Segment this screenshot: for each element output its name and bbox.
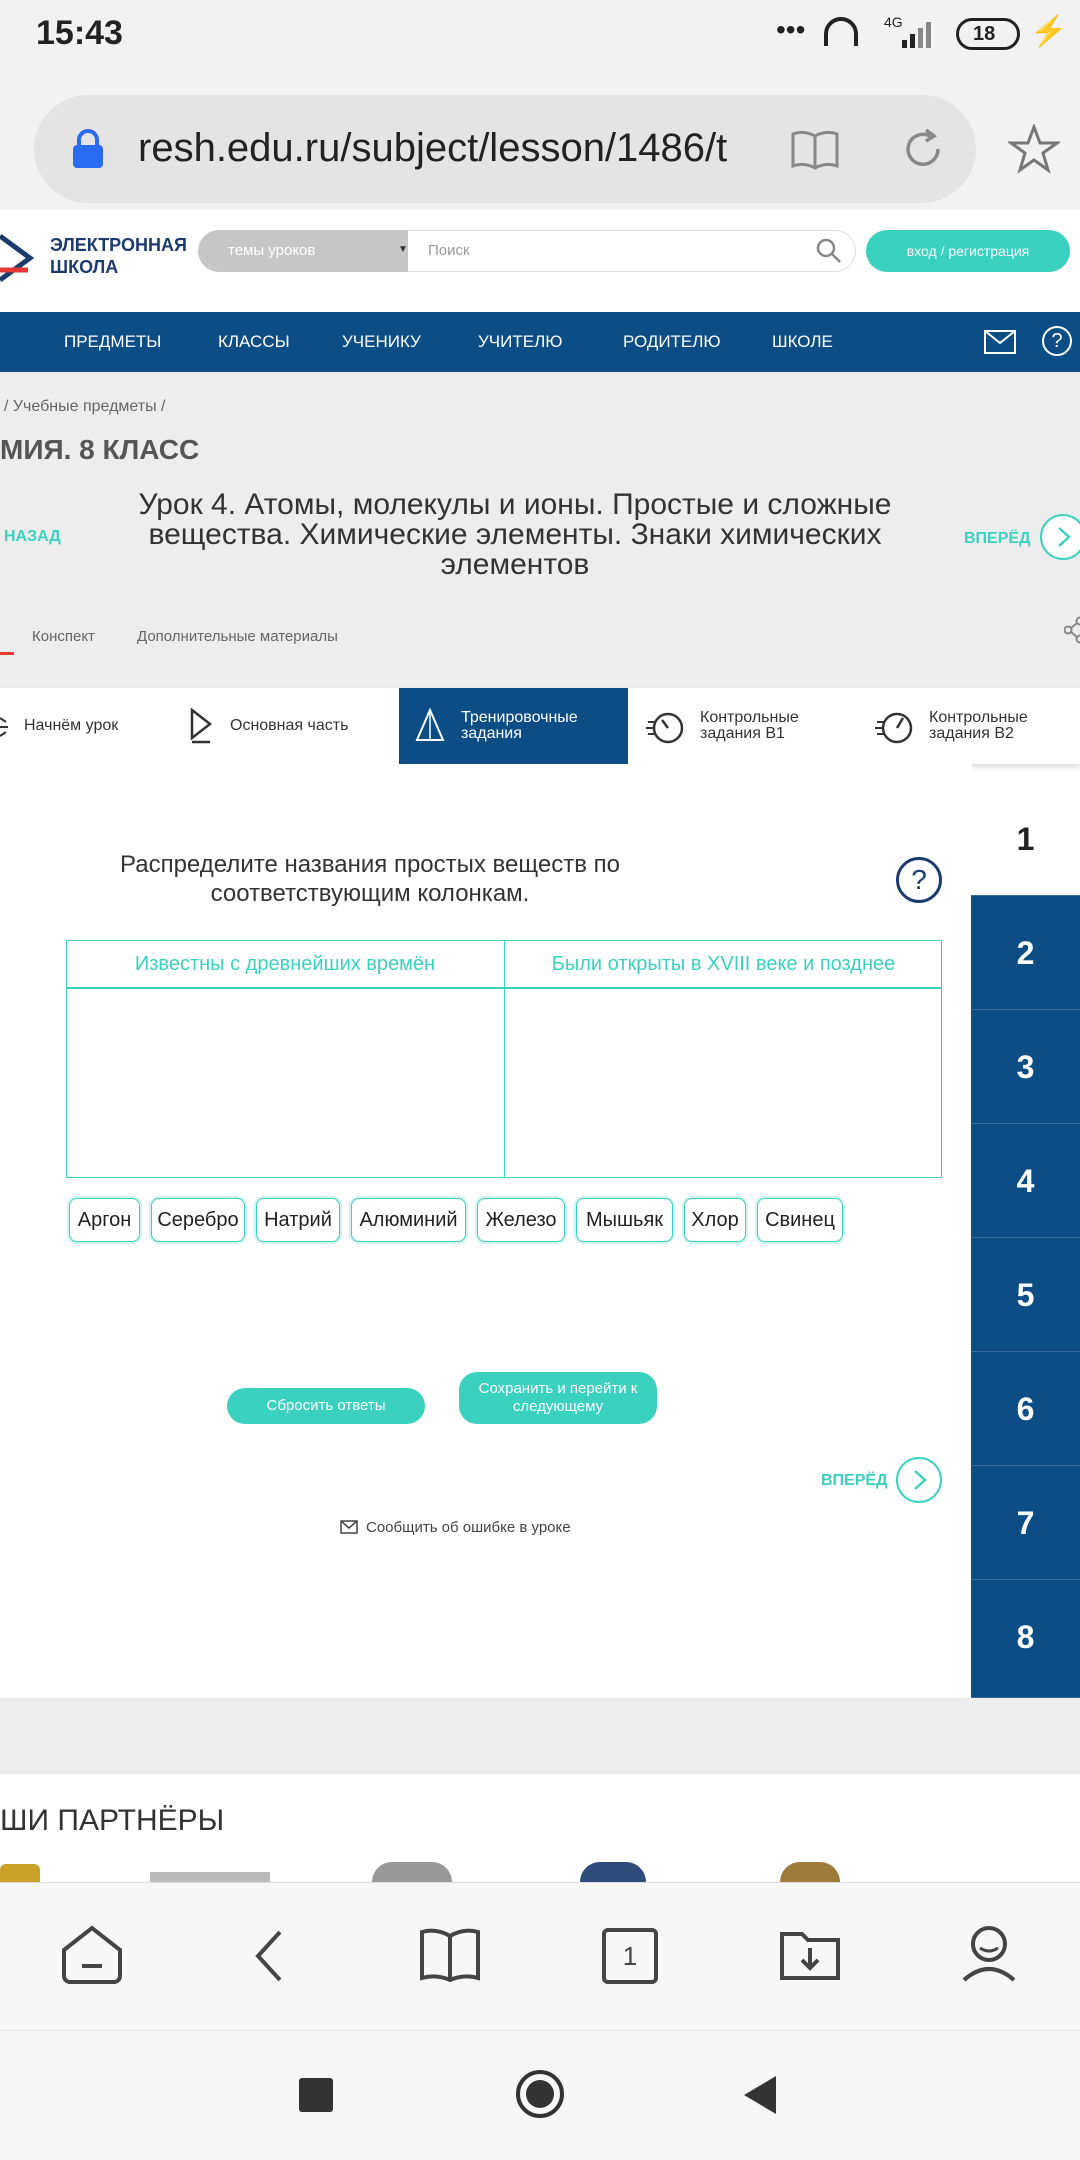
headphones-icon: [822, 16, 860, 52]
course-title: МИЯ. 8 КЛАСС: [0, 434, 200, 465]
more-dots-icon: •••: [776, 14, 806, 45]
bookmarks-icon[interactable]: [418, 1926, 482, 1984]
partner-logo[interactable]: [372, 1862, 452, 1882]
nav-student[interactable]: УЧЕНИКУ: [342, 332, 421, 351]
logo-line1: ЭЛЕКТРОННАЯ: [50, 235, 187, 255]
section-label: Контрольные задания В1: [700, 709, 799, 742]
partner-logo[interactable]: [0, 1864, 40, 1882]
partner-logo[interactable]: [580, 1862, 646, 1882]
answer-chip[interactable]: Серебро: [151, 1198, 245, 1242]
url-text[interactable]: resh.edu.ru/subject/lesson/1486/t: [138, 126, 728, 170]
breadcrumb[interactable]: / Учебные предметы /: [4, 398, 166, 415]
profile-icon[interactable]: [960, 1922, 1018, 1984]
topic-select[interactable]: темы уроков: [198, 230, 410, 272]
home-circle-icon[interactable]: [514, 2068, 566, 2120]
answer-chip[interactable]: Железо: [477, 1198, 565, 1242]
recents-icon[interactable]: [299, 2078, 333, 2112]
drop-zone-ancient[interactable]: [67, 990, 503, 1177]
drop-zone-modern[interactable]: [506, 990, 941, 1177]
question-number-3[interactable]: 3: [971, 1010, 1080, 1124]
forward-arrow-icon[interactable]: [1040, 514, 1080, 560]
tabs-count: 1: [622, 1941, 638, 1971]
tab-active-indicator: [0, 652, 14, 655]
save-next-button[interactable]: Сохранить и перейти к следующему: [459, 1372, 657, 1424]
help-icon[interactable]: ?: [896, 857, 942, 903]
nav-school[interactable]: ШКОЛЕ: [772, 332, 833, 351]
login-button[interactable]: вход / регистрация: [866, 230, 1070, 272]
question-number-5[interactable]: 5: [971, 1238, 1080, 1352]
section-label: Начнём урок: [24, 717, 119, 734]
nav-subjects[interactable]: ПРЕДМЕТЫ: [64, 332, 162, 351]
reader-mode-icon[interactable]: [790, 128, 840, 170]
downloads-icon[interactable]: [778, 1924, 842, 1984]
question-number-1[interactable]: 1: [971, 782, 1080, 896]
question-number-8[interactable]: 8: [971, 1580, 1080, 1698]
answer-chip[interactable]: Алюминий: [351, 1198, 466, 1242]
logo-mark[interactable]: [0, 228, 40, 288]
question-number-6[interactable]: 6: [971, 1352, 1080, 1466]
partner-logo[interactable]: [780, 1862, 840, 1882]
reload-icon[interactable]: [900, 126, 946, 172]
charging-icon: ⚡: [1030, 15, 1068, 48]
forward-arrow-icon[interactable]: [896, 1457, 942, 1503]
partners-title: ШИ ПАРТНЁРЫ: [0, 1804, 225, 1837]
answer-chip[interactable]: Натрий: [256, 1198, 340, 1242]
answer-chip[interactable]: Мышьяк: [576, 1198, 673, 1242]
signal-icon: [880, 20, 940, 50]
home-icon[interactable]: [60, 1924, 124, 1986]
partner-logo[interactable]: [150, 1872, 270, 1882]
search-icon[interactable]: [816, 238, 842, 264]
nav-parent[interactable]: РОДИТЕЛЮ: [623, 332, 721, 351]
timer-icon: [646, 706, 686, 746]
back-link[interactable]: НАЗАД: [4, 528, 61, 545]
bookmark-star-icon[interactable]: [1008, 124, 1060, 174]
task-instruction: Распределите названия простых веществ по соответствующим колонкам.: [120, 851, 620, 907]
section-tab-control-b2[interactable]: [857, 688, 1080, 764]
reset-button[interactable]: Сбросить ответы: [227, 1388, 425, 1424]
logo-text[interactable]: [50, 234, 200, 278]
question-number-7[interactable]: 7: [971, 1466, 1080, 1580]
question-number-4[interactable]: 4: [971, 1124, 1080, 1238]
lesson-title: Урок 4. Атомы, молекулы и ионы. Простые и сложные вещества. Химические элементы. Знаки химических элементов: [138, 488, 892, 581]
section-label: Основная часть: [230, 717, 349, 734]
section-separator: [0, 1698, 1080, 1774]
lock-icon: [70, 128, 106, 170]
status-time: 15:43: [36, 14, 123, 52]
mail-icon: [340, 1520, 358, 1534]
report-error-link[interactable]: Сообщить об ошибке в уроке: [366, 1519, 571, 1536]
section-tab-training[interactable]: [399, 688, 628, 764]
answer-chip[interactable]: Свинец: [757, 1198, 843, 1242]
nav-teacher[interactable]: УЧИТЕЛЮ: [478, 332, 563, 351]
back-triangle-icon[interactable]: [740, 2074, 780, 2116]
section-tab-control-b1[interactable]: [628, 688, 857, 764]
search-input[interactable]: Поиск: [408, 230, 856, 272]
help-nav-icon[interactable]: ?: [1042, 326, 1072, 356]
section-label: Контрольные задания В2: [929, 709, 1028, 742]
section-tab-main[interactable]: [180, 688, 399, 764]
column-header-modern: Были открыты в XVIII веке и позднее: [551, 953, 896, 975]
tabs-icon[interactable]: [602, 1928, 658, 1984]
section-tab-start[interactable]: [0, 688, 180, 764]
share-icon[interactable]: [1064, 616, 1080, 644]
tab-summary[interactable]: Конспект: [32, 628, 95, 645]
play-icon: [188, 706, 214, 746]
battery-icon: [956, 18, 1020, 50]
forward-link[interactable]: ВПЕРЁД: [821, 1472, 888, 1489]
tab-additional-materials[interactable]: Дополнительные материалы: [137, 628, 338, 645]
answer-chip[interactable]: Хлор: [684, 1198, 746, 1242]
forward-link[interactable]: ВПЕРЁД: [964, 530, 1031, 547]
mail-icon[interactable]: [984, 330, 1016, 354]
section-label: Тренировочные задания: [461, 709, 578, 742]
network-label: 4G: [884, 14, 903, 30]
nav-classes[interactable]: КЛАССЫ: [218, 332, 290, 351]
sun-icon: [0, 712, 14, 742]
answer-chip[interactable]: Аргон: [69, 1198, 140, 1242]
battery-level: 18: [973, 23, 996, 45]
dropdown-arrow-icon: ▼: [398, 244, 408, 255]
training-icon: [415, 706, 445, 746]
question-number-2[interactable]: 2: [971, 896, 1080, 1010]
browser-toolbar: [0, 1882, 1080, 2030]
timer-icon: [875, 706, 915, 746]
logo-line2: ШКОЛА: [50, 257, 119, 277]
back-arrow-icon[interactable]: [250, 1926, 290, 1986]
column-header-ancient: Известны с древнейших времён: [134, 953, 436, 975]
